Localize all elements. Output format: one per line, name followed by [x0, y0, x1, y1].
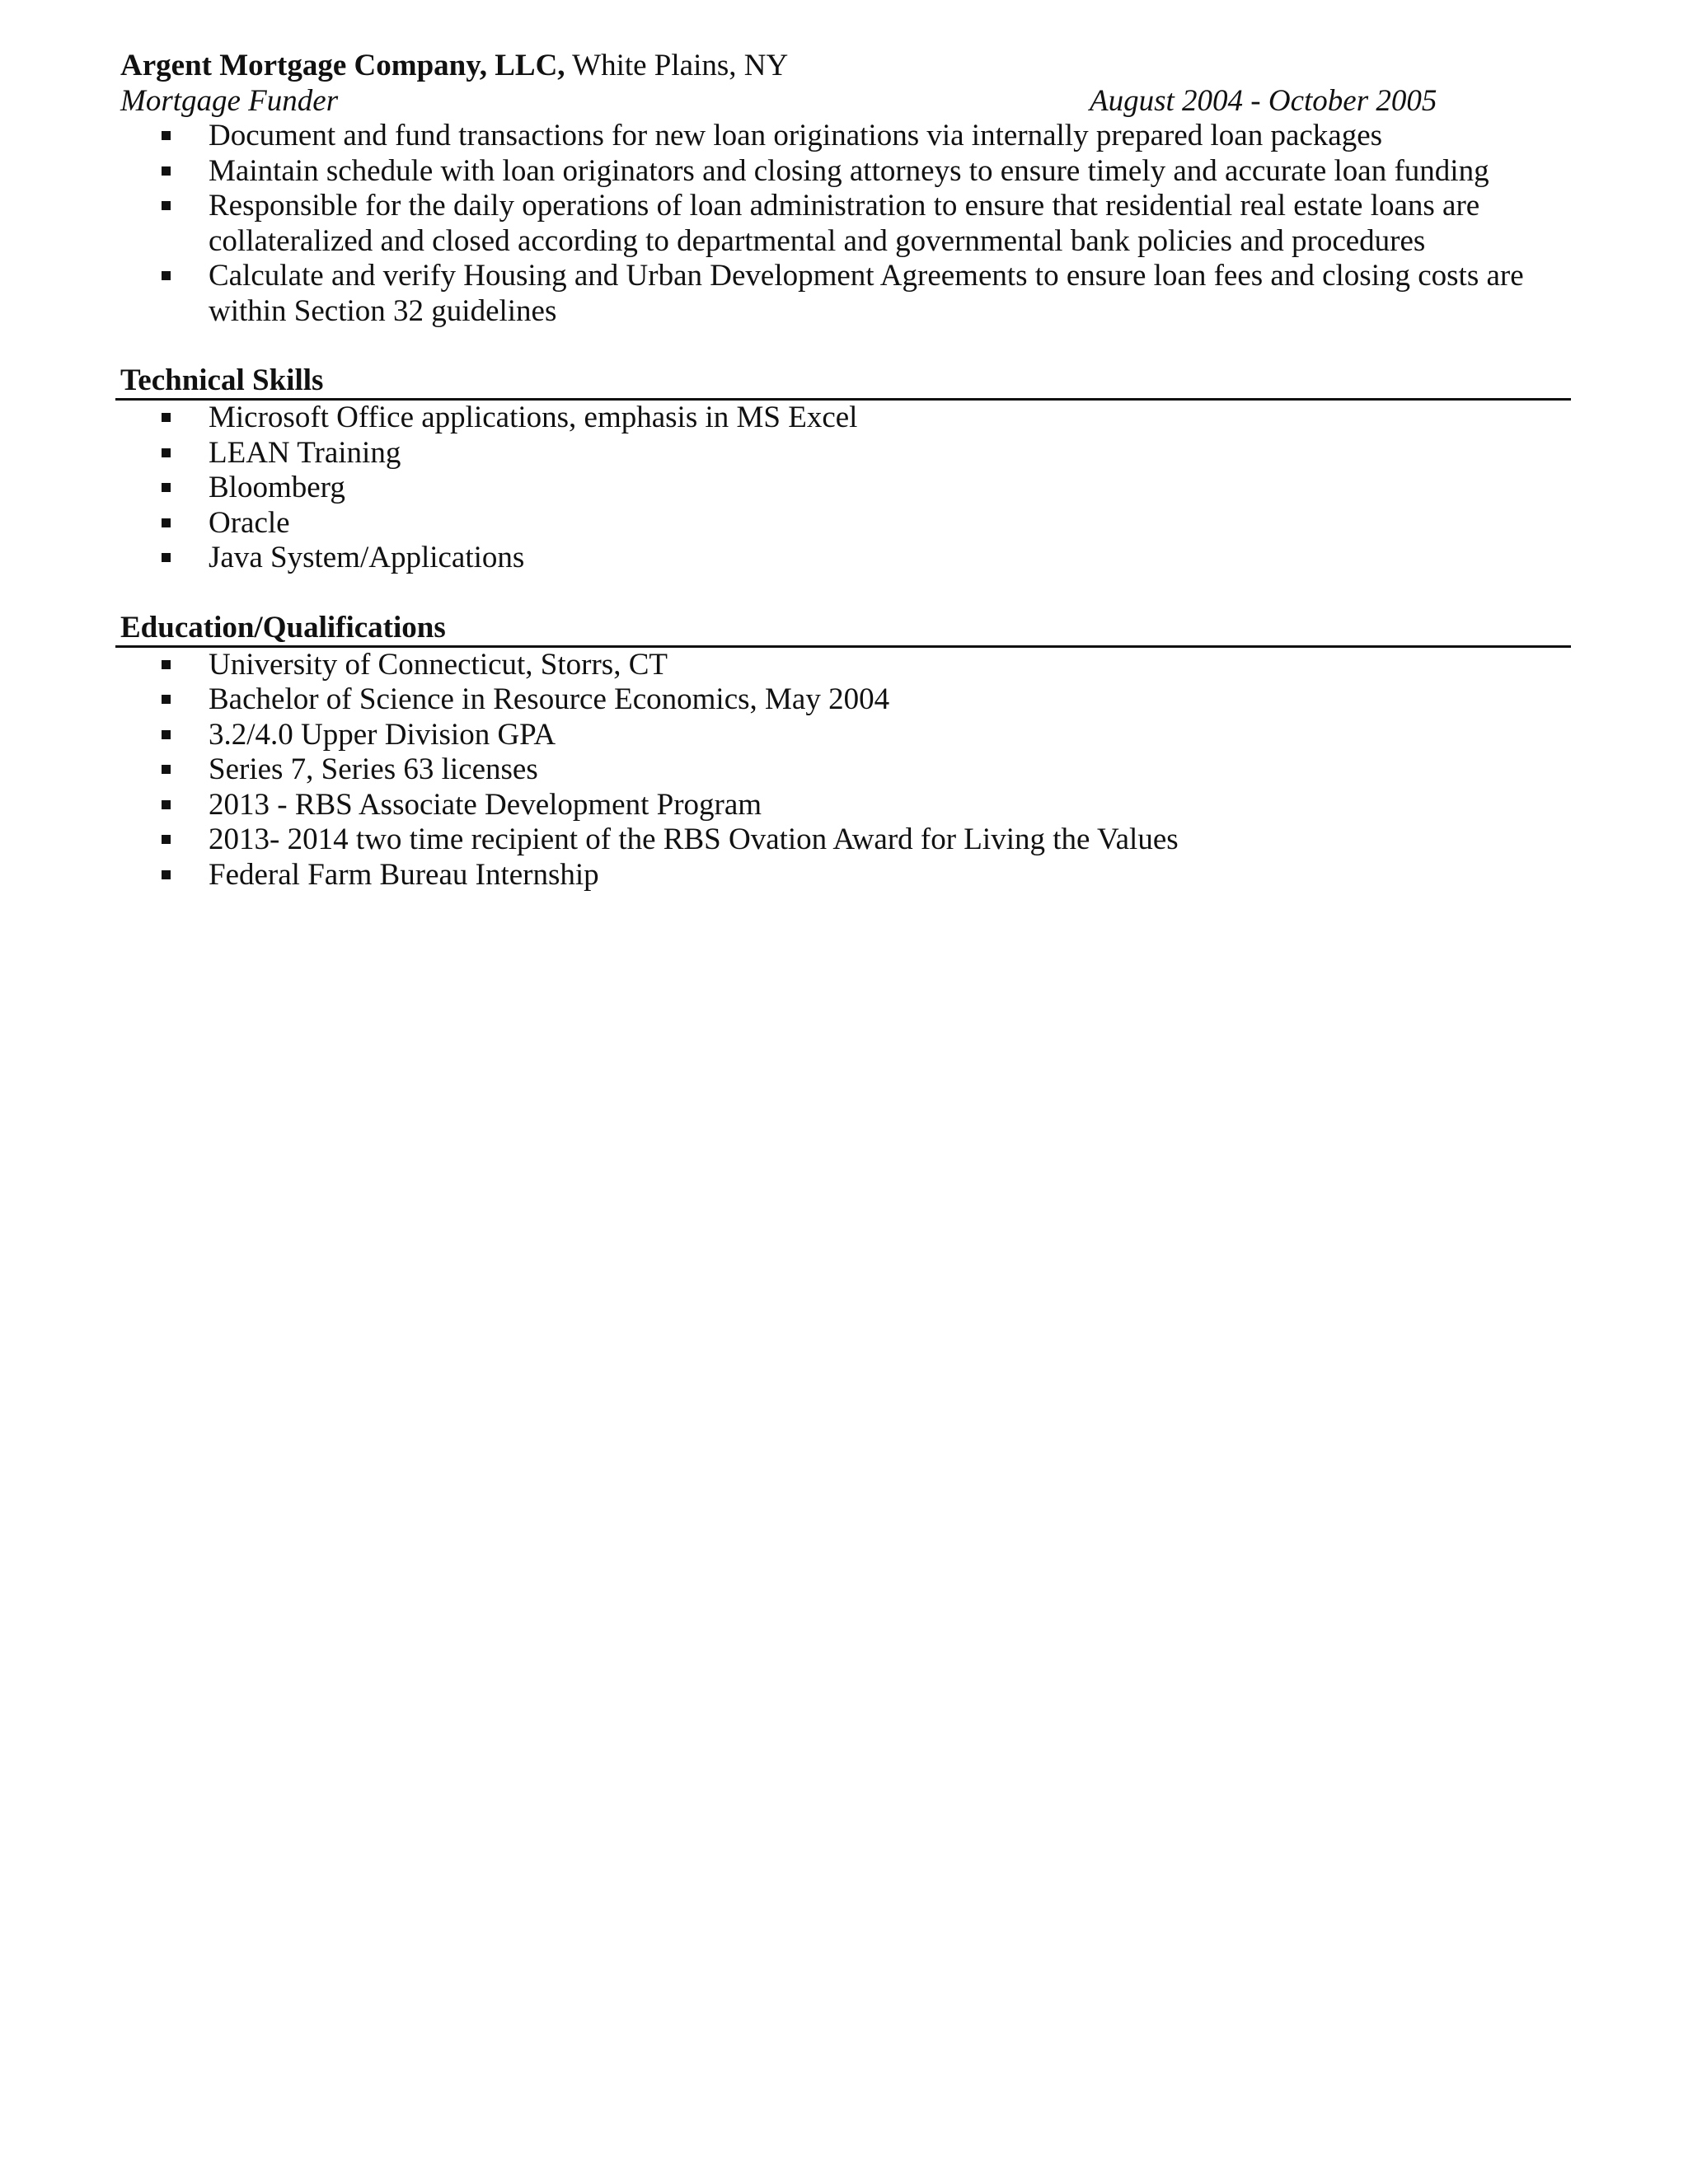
education-list	[120, 648, 1571, 893]
square-bullet-icon	[162, 483, 171, 492]
education-item	[120, 858, 1571, 893]
square-bullet-icon	[162, 835, 171, 844]
skill-item	[120, 436, 1571, 471]
square-bullet-icon	[162, 201, 171, 210]
education-text: Federal Farm Bureau Internship	[209, 857, 599, 892]
job-header	[120, 48, 1571, 84]
job-company: Argent Mortgage Company, LLC,	[120, 49, 565, 82]
technical-skills-heading: Technical Skills	[120, 363, 324, 397]
square-bullet-icon	[162, 730, 171, 739]
square-bullet-icon	[162, 166, 171, 176]
education-text: 2013- 2014 two time recipient of the RBS Ovation Award for Living the Values	[209, 823, 1179, 856]
job-bullet	[120, 154, 1571, 190]
job-bullet-line: Document and fund transactions for new loan originations via internally prepared loan packages	[209, 119, 1383, 152]
square-bullet-icon	[162, 131, 171, 140]
square-bullet-icon	[162, 870, 171, 879]
square-bullet-icon	[162, 660, 171, 669]
square-bullet-icon	[162, 800, 171, 809]
technical-skills-list	[120, 401, 1571, 576]
skill-text: Microsoft Office applications, emphasis in MS Excel	[209, 401, 858, 434]
education-item	[120, 788, 1571, 823]
resume-content	[120, 48, 1571, 893]
skill-item	[120, 471, 1571, 506]
education-heading: Education/Qualifications	[120, 610, 446, 644]
education-text: 3.2/4.0 Upper Division GPA	[209, 717, 556, 752]
education-text: Series 7, Series 63 licenses	[209, 752, 538, 786]
square-bullet-icon	[162, 413, 171, 422]
job-bullet-line: Maintain schedule with loan originators and closing attorneys to ensure timely and accurate loan funding	[209, 153, 1489, 188]
job-bullet-list	[120, 119, 1571, 329]
job-bullet	[120, 189, 1571, 259]
job-bullet-line: Responsible for the daily operations of loan administration to ensure that residential real estate loans are	[209, 189, 1480, 223]
square-bullet-icon	[162, 448, 171, 457]
skill-item	[120, 541, 1571, 576]
square-bullet-icon	[162, 553, 171, 562]
skill-item	[120, 506, 1571, 541]
job-bullet	[120, 119, 1571, 154]
job-bullet-line: within Section 32 guidelines	[209, 293, 557, 328]
education-text: University of Connecticut, Storrs, CT	[209, 647, 668, 682]
square-bullet-icon	[162, 518, 171, 527]
skill-item	[120, 401, 1571, 436]
education-item	[120, 718, 1571, 753]
education-text: Bachelor of Science in Resource Economics, May 2004	[209, 682, 890, 716]
skill-text: Java System/Applications	[209, 541, 525, 574]
job-dates: August 2004 - October 2005	[1090, 84, 1437, 118]
square-bullet-icon	[162, 695, 171, 704]
job-title: Mortgage Funder	[120, 84, 339, 118]
job-bullet	[120, 259, 1571, 329]
job-bullet-line: Calculate and verify Housing and Urban Development Agreements to ensure loan fees and closing costs are	[209, 259, 1524, 293]
skill-text: LEAN Training	[209, 435, 401, 470]
education-item	[120, 752, 1571, 788]
education-item	[120, 682, 1571, 718]
education-item	[120, 648, 1571, 683]
square-bullet-icon	[162, 765, 171, 774]
education-item	[120, 823, 1571, 858]
job-subline	[120, 84, 1571, 119]
square-bullet-icon	[162, 271, 171, 280]
skill-text: Bloomberg	[209, 471, 345, 504]
education-text: 2013 - RBS Associate Development Program	[209, 787, 762, 822]
job-bullet-line: collateralized and closed according to departmental and governmental bank policies and procedures	[209, 223, 1426, 258]
skill-text: Oracle	[209, 505, 290, 540]
job-location: White Plains, NY	[572, 49, 789, 82]
